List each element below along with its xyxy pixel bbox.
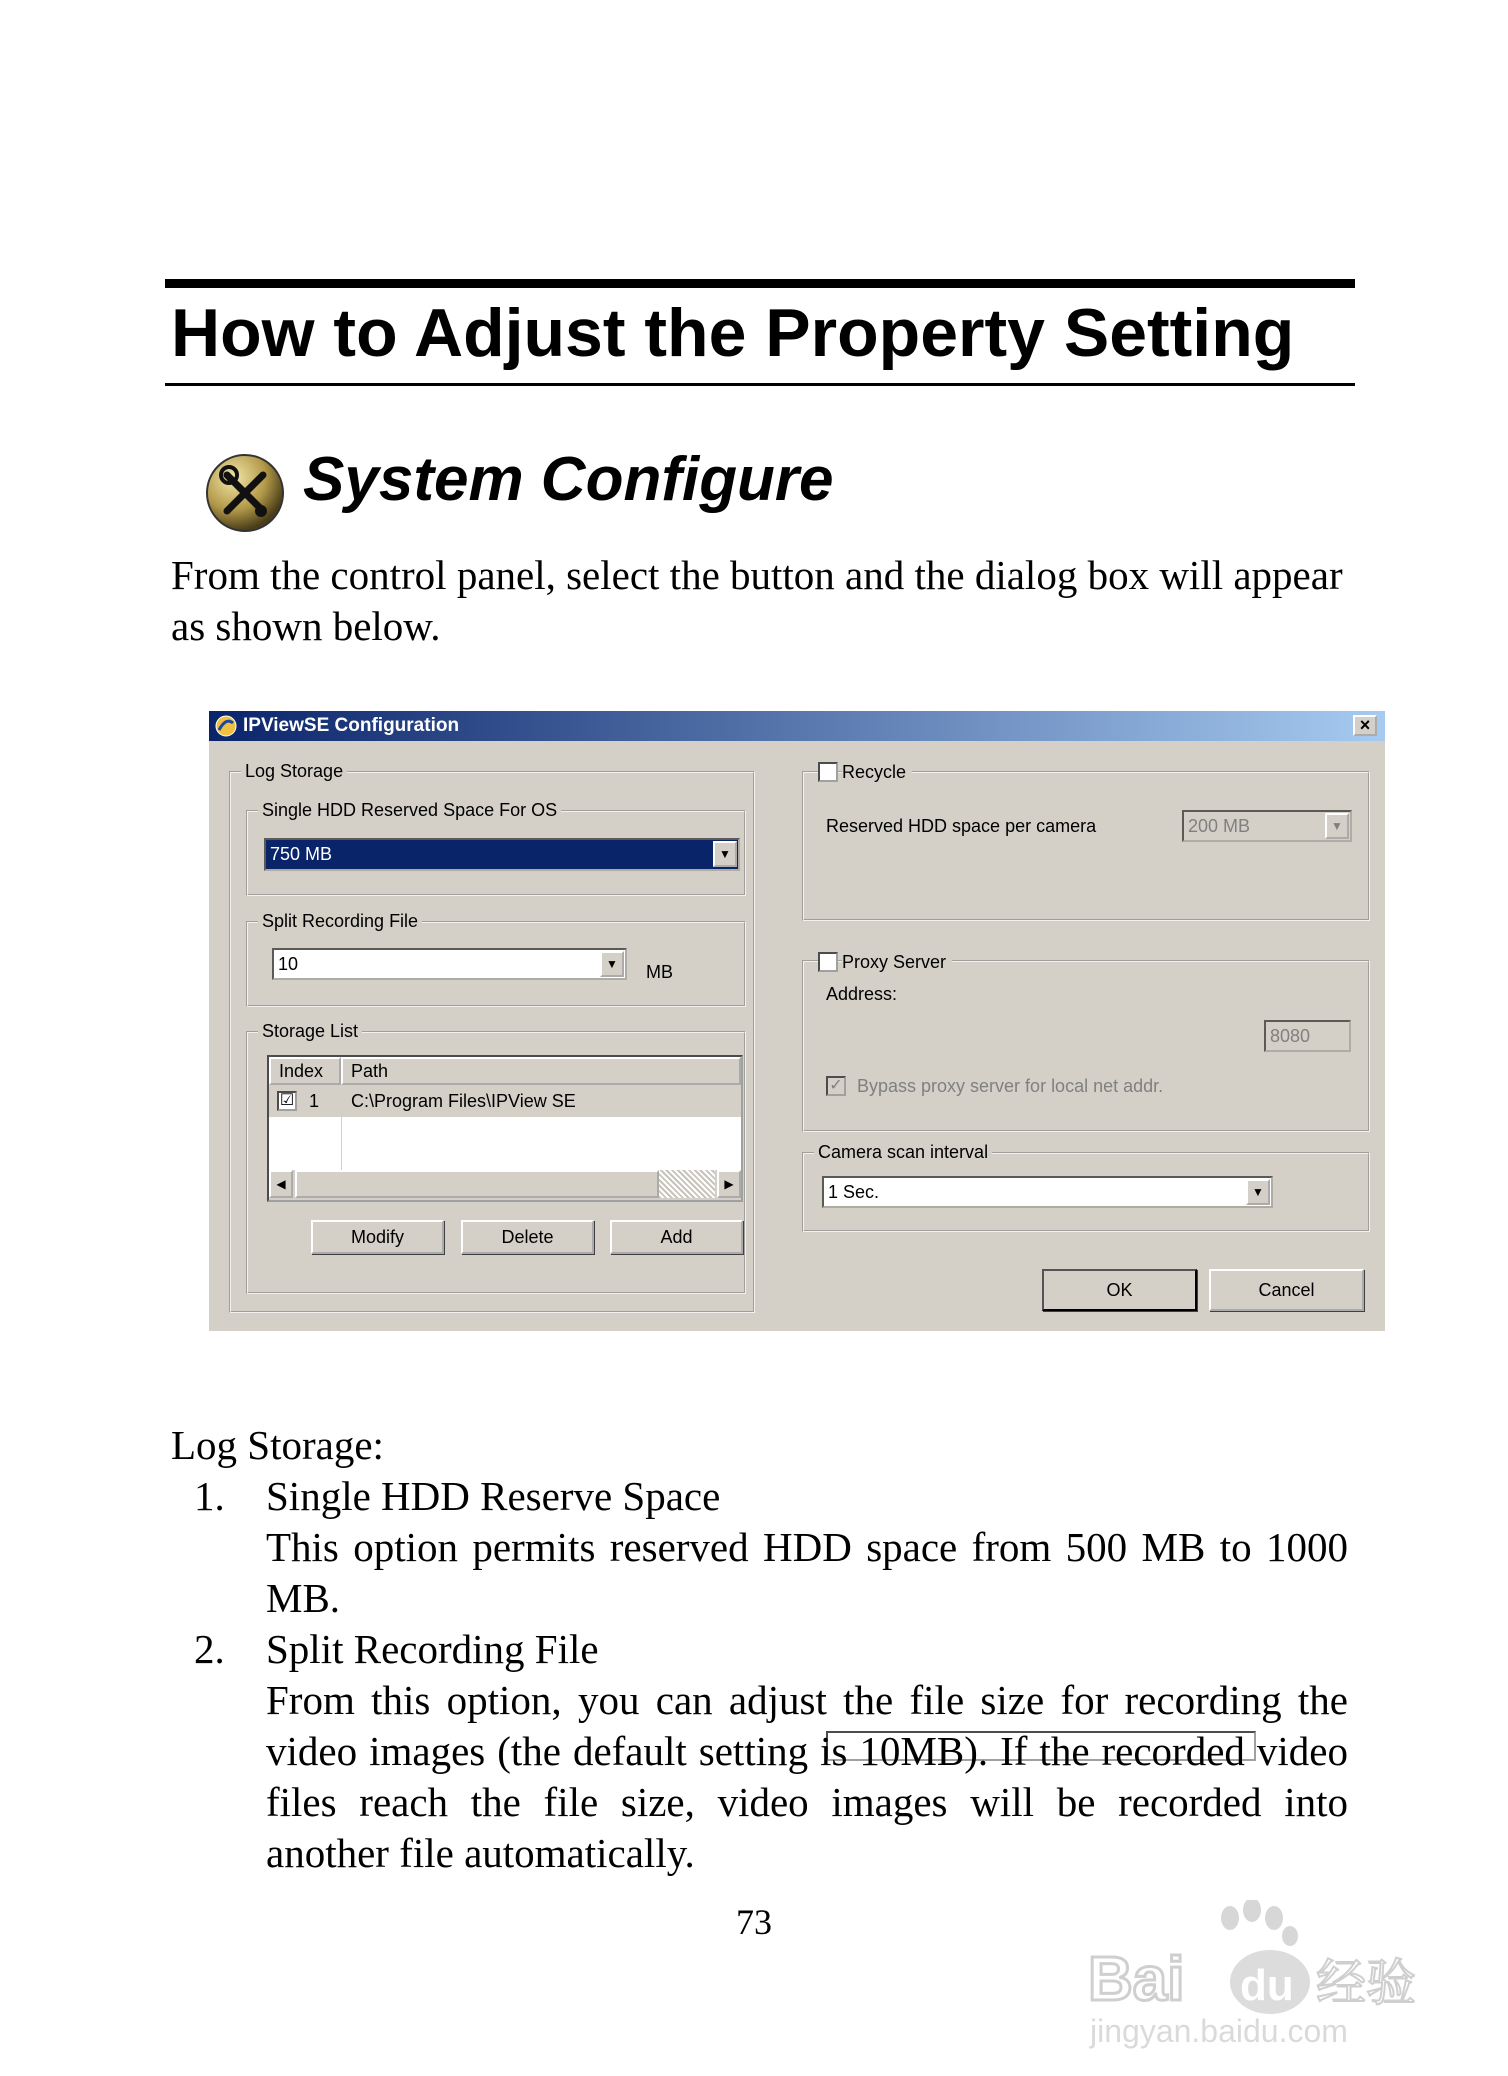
scan-interval-select[interactable] (822, 1176, 1273, 1208)
list-item-title: Split Recording File (266, 1626, 599, 1672)
delete-button[interactable]: Delete (461, 1220, 594, 1254)
recycle-label: Recycle (842, 761, 912, 783)
dialog-title: IPViewSE Configuration (243, 715, 460, 736)
reserved-per-camera-select[interactable] (1182, 810, 1352, 842)
proxy-label: Proxy Server (842, 951, 952, 973)
scan-interval-label: Camera scan interval (814, 1141, 992, 1163)
tools-icon (205, 453, 285, 533)
chevron-down-icon[interactable]: ▼ (1325, 813, 1349, 839)
reserved-per-camera-label: Reserved HDD space per camera (826, 816, 1097, 836)
chevron-down-icon[interactable]: ▼ (1246, 1179, 1270, 1205)
split-recording-label: Split Recording File (258, 910, 422, 932)
list-item-desc: From this option, you can adjust the file size for recording the video images (the default setting is 10MB). If the recorded video files reach the file size, video images will be recorded into another file automatically. (266, 1677, 1348, 1876)
heading-rule-bottom (165, 383, 1355, 386)
heading-rule-top (165, 279, 1355, 288)
log-storage-label: Log Storage (241, 760, 347, 782)
chevron-down-icon[interactable]: ▼ (600, 951, 624, 977)
storage-list-label: Storage List (258, 1020, 362, 1042)
column-header-path[interactable]: Path (341, 1057, 741, 1085)
column-header-index[interactable]: Index (269, 1057, 341, 1085)
watermark-url: jingyan.baidu.com (1090, 2013, 1348, 2049)
bypass-proxy-checkbox[interactable]: ✓ (826, 1076, 846, 1096)
svg-text:Bai: Bai (1088, 1945, 1185, 2014)
scroll-left-icon[interactable]: ◀ (269, 1170, 293, 1198)
cancel-button[interactable]: Cancel (1209, 1269, 1364, 1311)
horizontal-scrollbar[interactable] (269, 1170, 741, 1200)
close-button[interactable]: × (1353, 715, 1377, 736)
app-icon (215, 715, 237, 737)
log-storage-heading: Log Storage: (171, 1422, 384, 1468)
table-row[interactable] (269, 1085, 741, 1117)
chevron-down-icon[interactable]: ▼ (713, 841, 737, 867)
scroll-track[interactable] (659, 1170, 715, 1198)
reserved-space-label: Single HDD Reserved Space For OS (258, 799, 561, 821)
scroll-right-icon[interactable]: ▶ (717, 1170, 741, 1198)
section-title: System Configure (303, 445, 834, 514)
reserved-per-camera-value: 200 MB (1188, 816, 1251, 836)
baidu-jingyan-watermark (1080, 1900, 1440, 2050)
page-number: 73 (736, 1902, 772, 1942)
recycle-group (802, 771, 1370, 921)
proxy-checkbox[interactable] (818, 952, 838, 972)
column-divider (341, 1085, 342, 1170)
storage-row-index: 1 (309, 1091, 320, 1111)
split-recording-unit: MB (646, 962, 673, 982)
reserved-space-select[interactable] (264, 838, 740, 871)
split-recording-value: 10 (278, 954, 299, 974)
add-button[interactable]: Add (610, 1220, 743, 1254)
dialog-titlebar[interactable] (209, 711, 1385, 741)
reserved-space-value: 750 MB (270, 844, 333, 864)
list-item-title: Single HDD Reserve Space (266, 1473, 721, 1519)
page-title: How to Adjust the Property Setting (171, 295, 1295, 371)
ok-button[interactable]: OK (1042, 1269, 1197, 1311)
bypass-proxy-label: Bypass proxy server for local net addr. (857, 1076, 1164, 1096)
storage-row-checkbox[interactable]: ☑ (277, 1091, 297, 1111)
scroll-thumb[interactable] (295, 1170, 659, 1198)
list-item-desc: This option permits reserved HDD space from 500 MB to 1000 MB. (266, 1524, 1348, 1621)
split-recording-select[interactable] (272, 948, 627, 980)
storage-list-table[interactable] (267, 1055, 743, 1202)
list-item-number: 1. (194, 1473, 225, 1519)
intro-paragraph: From the control panel, select the button and the dialog box will appear as shown below. (171, 552, 1343, 649)
storage-row-path: C:\Program Files\IPView SE (351, 1091, 576, 1111)
proxy-port-input[interactable] (1264, 1020, 1351, 1052)
configuration-dialog (209, 711, 1385, 1331)
proxy-port-value: 8080 (1270, 1026, 1311, 1046)
modify-button[interactable]: Modify (311, 1220, 444, 1254)
svg-text:经验: 经验 (1316, 1954, 1416, 2012)
svg-text:du: du (1240, 1961, 1294, 2010)
scan-interval-value: 1 Sec. (828, 1182, 880, 1202)
recycle-checkbox[interactable] (818, 762, 838, 782)
proxy-address-label: Address: (826, 984, 898, 1004)
list-item-number: 2. (194, 1626, 225, 1672)
